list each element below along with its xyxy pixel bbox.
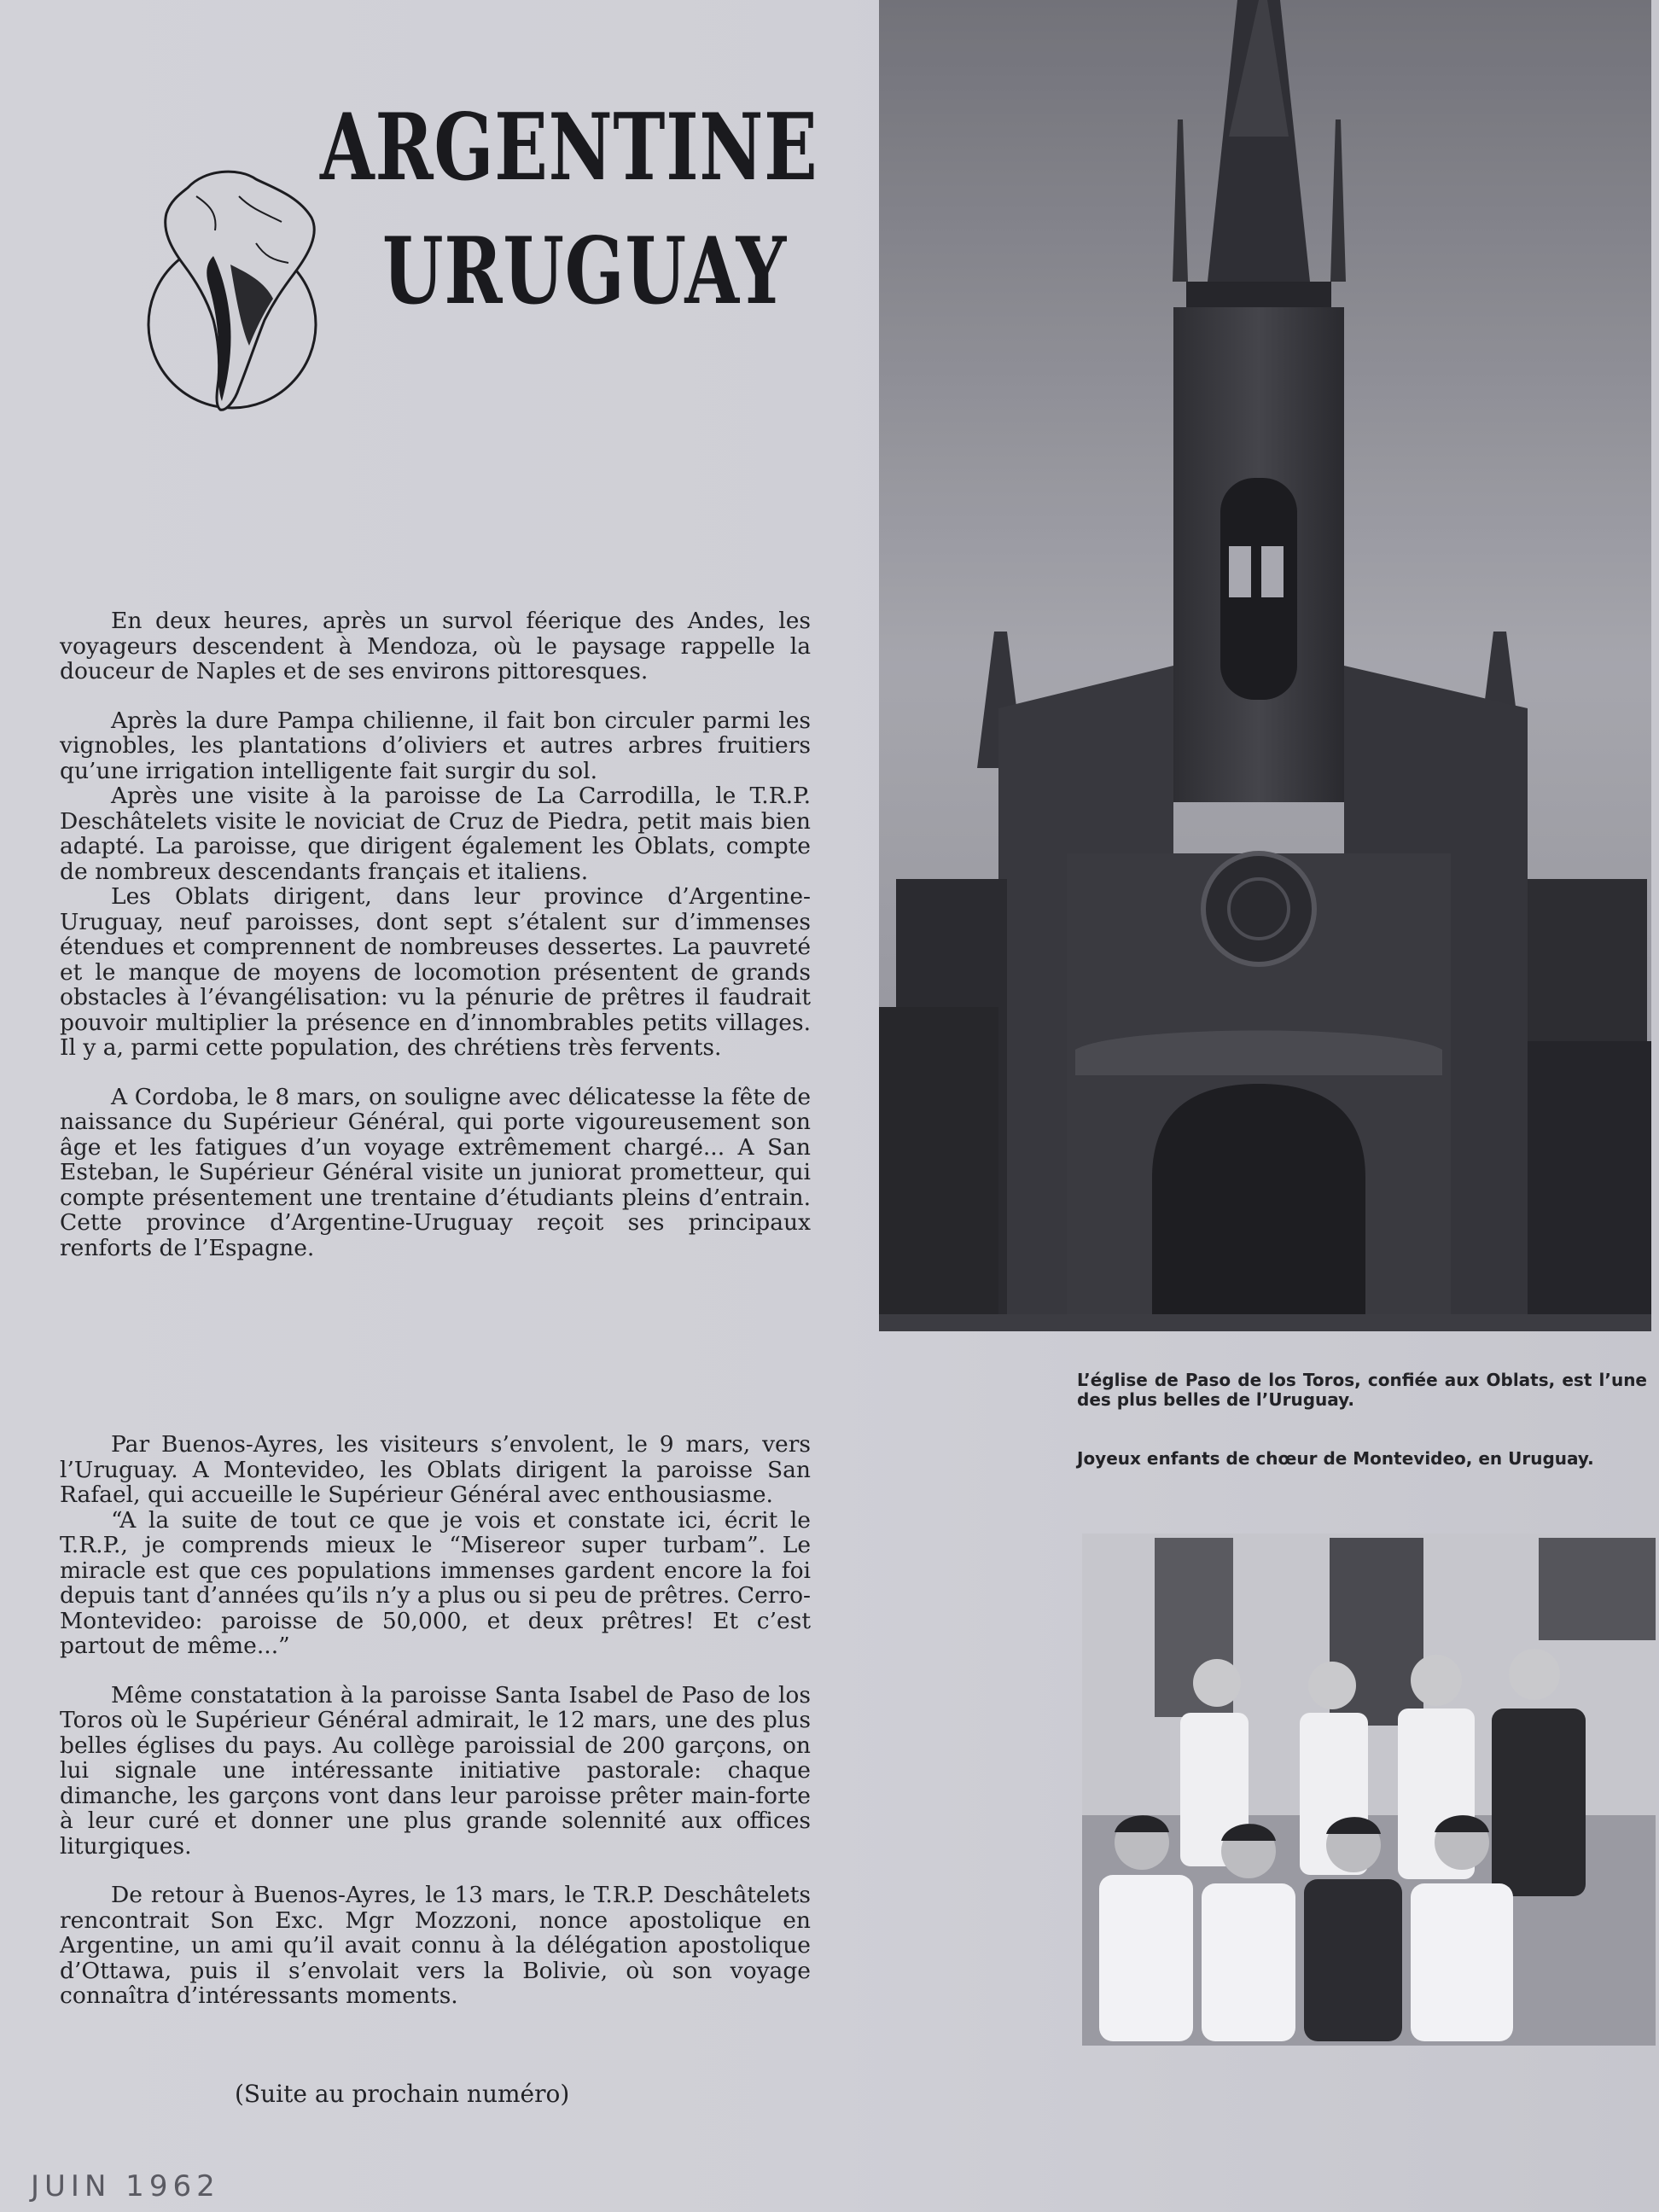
article-text-part-2 xyxy=(60,1432,811,2009)
paragraph: De retour à Buenos-Ayres, le 13 mars, le T.R.P. Deschâtelets rencontrait Son Exc. Mgr Mozzoni, nonce apostolique en Argentine, un ami qu’il avait connu à la délégation apostolique d’Ottawa, puis il s’envolait vers la Bolivie, où son voyage connaîtra d’intéressants moments. xyxy=(60,1882,811,2009)
paragraph: Après la dure Pampa chilienne, il fait bon circuler parmi les vignobles, les plantations d’oliviers et autres arbres fruitiers qu’une irrigation intelligente fait surgir du sol. xyxy=(60,707,811,784)
choir-boys-photo xyxy=(1082,1534,1656,2046)
title-argentine: ARGENTINE xyxy=(320,94,818,201)
issue-date: JUIN 1962 xyxy=(31,2169,220,2203)
paragraph: Même constatation à la paroisse Santa Isabel de Paso de los Toros où le Supérieur Général admirait, le 12 mars, une des plus belles églises du pays. Au collège paroissial de 200 garçons, on lui signale une intéressante initiative pastorale: chaque dimanche, les garçons vont dans leur paroisse prêter main-forte à leur curé et donner une plus grande solennité aux offices liturgiques. xyxy=(60,1681,811,1860)
church-caption: L’église de Paso de los Toros, confiée aux Oblats, est l’une des plus belles de l’Uruguay. xyxy=(1077,1370,1647,1410)
title-uruguay: URUGUAY xyxy=(382,218,788,325)
continued-note: (Suite au prochain numéro) xyxy=(235,2080,570,2108)
choir-caption: Joyeux enfants de chœur de Montevideo, en Uruguay. xyxy=(1077,1448,1594,1469)
article-text-part-1 xyxy=(60,608,811,1260)
paragraph: “A la suite de tout ce que je vois et constate ici, écrit le T.R.P., je comprends mieux le “Misereor super turbam”. Le miracle est que ces populations immenses gardent encore la foi depuis tant d’années qu’ils n’y a plus ou si peu de prêtres. Cerro-Montevideo: paroisse de 50,000, et deux prêtres! Et c’est partout de même...” xyxy=(60,1506,811,1659)
paragraph: Les Oblats dirigent, dans leur province d’Argentine-Uruguay, neuf paroisses, dont sept s’étalent sur d’immenses étendues et comprennent de nombreuses dessertes. La pauvreté et le manque de moyens de locomotion présentent de grands obstacles à l’évangélisation: vu la pénurie de prêtres il faudrait pouvoir multiplier la présence en d’innombrables petits villages. Il y a, parmi cette population, des chrétiens très fervents. xyxy=(60,883,811,1061)
paragraph: Par Buenos-Ayres, les visiteurs s’envolent, le 9 mars, vers l’Uruguay. A Montevideo, les Oblats dirigent la paroisse San Rafael, qui accueille le Supérieur Général avec enthousiasme. xyxy=(60,1431,811,1508)
paragraph: Après une visite à la paroisse de La Carrodilla, le T.R.P. Deschâtelets visite le noviciat de Cruz de Piedra, petit mais bien adapté. La paroisse, que dirigent également les Oblats, compte de nombreux descendants français et italiens. xyxy=(60,783,811,885)
paragraph: En deux heures, après un survol féerique des Andes, les voyageurs descendent à Mendoza, où le paysage rappelle la douceur de Naples et de ses environs pittoresques. xyxy=(60,608,811,684)
paragraph: A Cordoba, le 8 mars, on souligne avec délicatesse la fête de naissance du Supérieur Général, qui porte vigoureusement son âge et les fatigues d’un voyage extrêmement chargé... A San Esteban, le Supérieur Général visite un juniorat prometteur, qui compte présentement une trentaine d’étudiants pleins d’entrain. Cette province d’Argentine-Uruguay reçoit ses principaux renforts de l’Espagne. xyxy=(60,1083,811,1261)
church-photo xyxy=(879,0,1651,1331)
south-america-globe-icon xyxy=(137,162,333,418)
